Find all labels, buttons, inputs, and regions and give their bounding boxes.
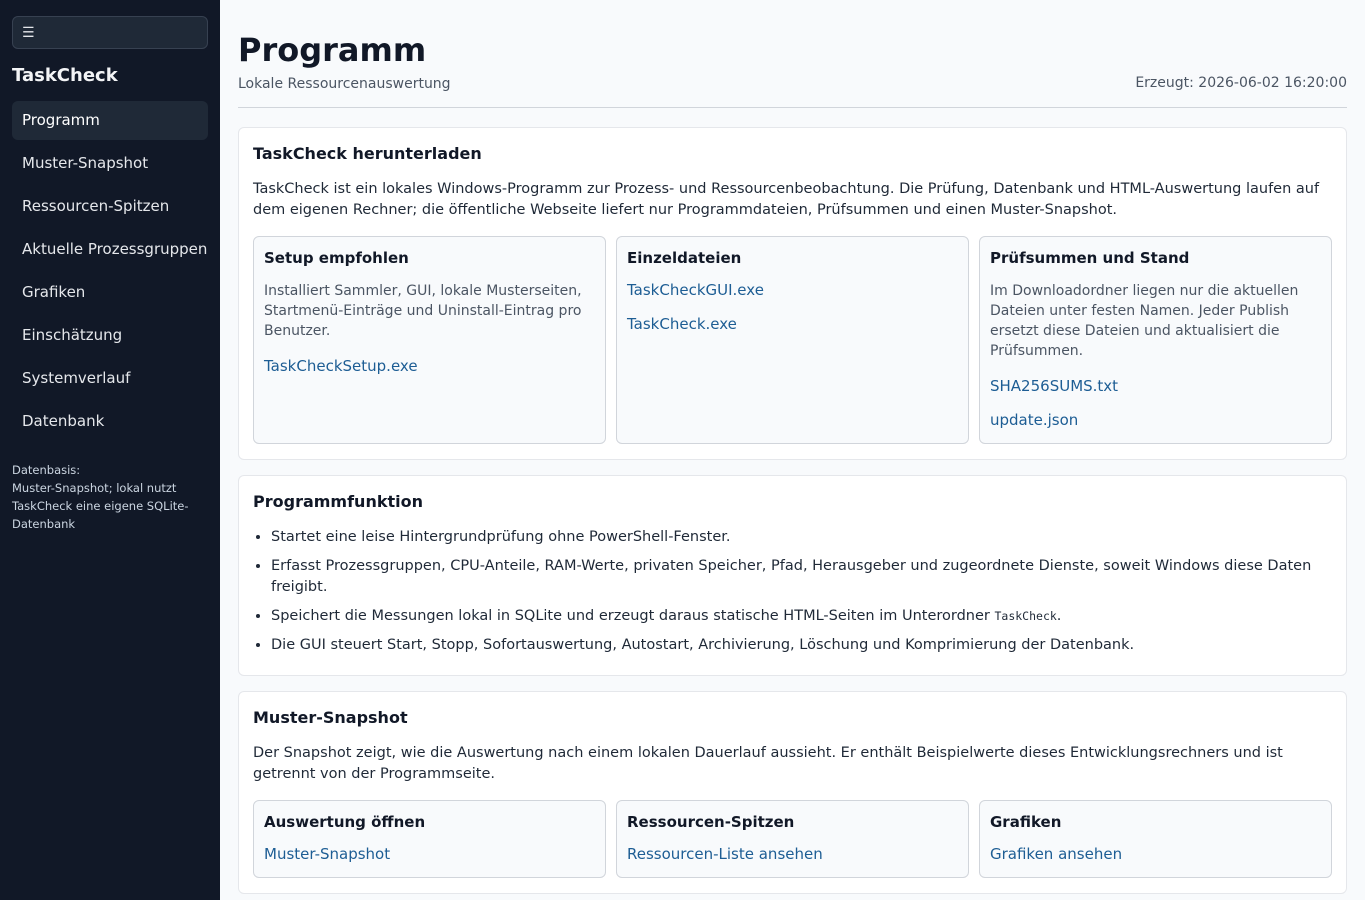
- resource-list-link[interactable]: Ressourcen-Liste ansehen: [627, 845, 823, 863]
- card-single-files: [616, 236, 969, 444]
- sha256sums-link[interactable]: SHA256SUMS.txt: [990, 377, 1119, 395]
- features-list: [253, 527, 1332, 656]
- card-title: Prüfsummen und Stand: [990, 249, 1190, 267]
- card-graphics: [979, 800, 1332, 878]
- gui-exe-link[interactable]: TaskCheckGUI.exe: [627, 281, 764, 299]
- page-subtitle: Lokale Ressourcenauswertung: [238, 76, 451, 92]
- sidebar-item-systemverlauf[interactable]: Systemverlauf: [22, 369, 131, 387]
- card-title: Setup empfohlen: [264, 249, 409, 267]
- hamburger-icon: ☰: [22, 24, 35, 41]
- data-source-label: Datenbasis:: [12, 463, 81, 477]
- setup-download-link[interactable]: TaskCheckSetup.exe: [264, 357, 418, 375]
- sidebar-item-prozessgruppen[interactable]: Aktuelle Prozessgruppen: [22, 240, 208, 258]
- update-json-link[interactable]: update.json: [990, 411, 1079, 429]
- card-title: Grafiken: [990, 813, 1062, 831]
- card-checksums: [979, 236, 1332, 444]
- sidebar-item-programm[interactable]: Programm: [12, 101, 208, 140]
- sidebar-nav: [12, 101, 208, 441]
- muster-snapshot-link[interactable]: Muster-Snapshot: [264, 845, 391, 863]
- snapshot-title: Muster-Snapshot: [253, 708, 408, 727]
- download-lead: TaskCheck ist ein lokales Windows-Programm zur Prozess- und Ressourcenbeobachtung. Die Prüfung, Datenbank und HTML-Auswertung laufen auf dem eigenen Rechner; die öffentliche Webseite liefert nur Programmdateien, Prüfsummen und einen Muster-Snapshot.: [253, 181, 1320, 218]
- card-setup: [253, 236, 606, 444]
- feature-text: Speichert die Messungen lokal in SQLite und erzeugt daraus statische HTML-Seiten im Unterordner: [271, 608, 990, 624]
- list-item: [271, 606, 1332, 627]
- main-content: [220, 0, 1365, 900]
- brand-title: TaskCheck: [12, 65, 118, 86]
- download-cards: [253, 236, 1332, 444]
- data-source-note: [12, 461, 208, 533]
- list-item: • Die GUI steuert Start, Stopp, Sofortauswertung, Autostart, Archivierung, Löschung und Komprimierung der Datenbank.: [271, 635, 1332, 656]
- sidebar-item-muster-snapshot[interactable]: Muster-Snapshot: [22, 154, 149, 172]
- card-title: Auswertung öffnen: [264, 813, 426, 831]
- features-title: Programmfunktion: [253, 492, 423, 511]
- folder-code: TaskCheck: [994, 609, 1057, 623]
- snapshot-lead: Der Snapshot zeigt, wie die Auswertung nach einem lokalen Dauerlauf aussieht. Er enthält Beispielwerte dieses Entwicklungsrechners und ist getrennt von der Programmseite.: [253, 745, 1283, 782]
- card-text: Im Downloadordner liegen nur die aktuellen Dateien unter festen Namen. Jeder Publish ersetzt diese Dateien und aktualisiert die Prüfsummen.: [990, 283, 1299, 359]
- card-resource-peaks: [616, 800, 969, 878]
- sidebar-item-ressourcen-spitzen[interactable]: Ressourcen-Spitzen: [22, 197, 170, 215]
- generated-timestamp: Erzeugt: 2026-06-02 16:20:00: [1135, 75, 1347, 91]
- graphics-link[interactable]: Grafiken ansehen: [990, 845, 1123, 863]
- download-title: TaskCheck herunterladen: [253, 144, 482, 163]
- features-panel: [238, 475, 1347, 676]
- card-text: Installiert Sammler, GUI, lokale Musterseiten, Startmenü-Einträge und Uninstall-Eintrag pro Benutzer.: [264, 283, 582, 339]
- card-title: Einzeldateien: [627, 249, 742, 267]
- menu-toggle-button[interactable]: [12, 16, 208, 49]
- sidebar-item-einschaetzung[interactable]: Einschätzung: [22, 326, 123, 344]
- snapshot-panel: [238, 691, 1347, 894]
- data-source-text: Muster-Snapshot; lokal nutzt TaskCheck eine eigene SQLite-Datenbank: [12, 481, 189, 531]
- page-title: Programm: [238, 31, 427, 69]
- feature-suffix: .: [1056, 608, 1062, 624]
- sidebar-item-datenbank[interactable]: Datenbank: [22, 412, 105, 430]
- card-open-report: [253, 800, 606, 878]
- download-panel: [238, 127, 1347, 460]
- card-title: Ressourcen-Spitzen: [627, 813, 795, 831]
- sidebar: [0, 0, 220, 900]
- list-item: • Startet eine leise Hintergrundprüfung ohne PowerShell-Fenster.: [271, 527, 1332, 548]
- snapshot-cards: [253, 800, 1332, 878]
- sidebar-item-grafiken[interactable]: Grafiken: [22, 283, 86, 301]
- list-item: • Erfasst Prozessgruppen, CPU-Anteile, RAM-Werte, privaten Speicher, Pfad, Herausgeber und zugeordnete Dienste, soweit Windows diese Daten freigibt.: [271, 556, 1332, 598]
- page-header: [238, 30, 1347, 108]
- cli-exe-link[interactable]: TaskCheck.exe: [627, 315, 737, 333]
